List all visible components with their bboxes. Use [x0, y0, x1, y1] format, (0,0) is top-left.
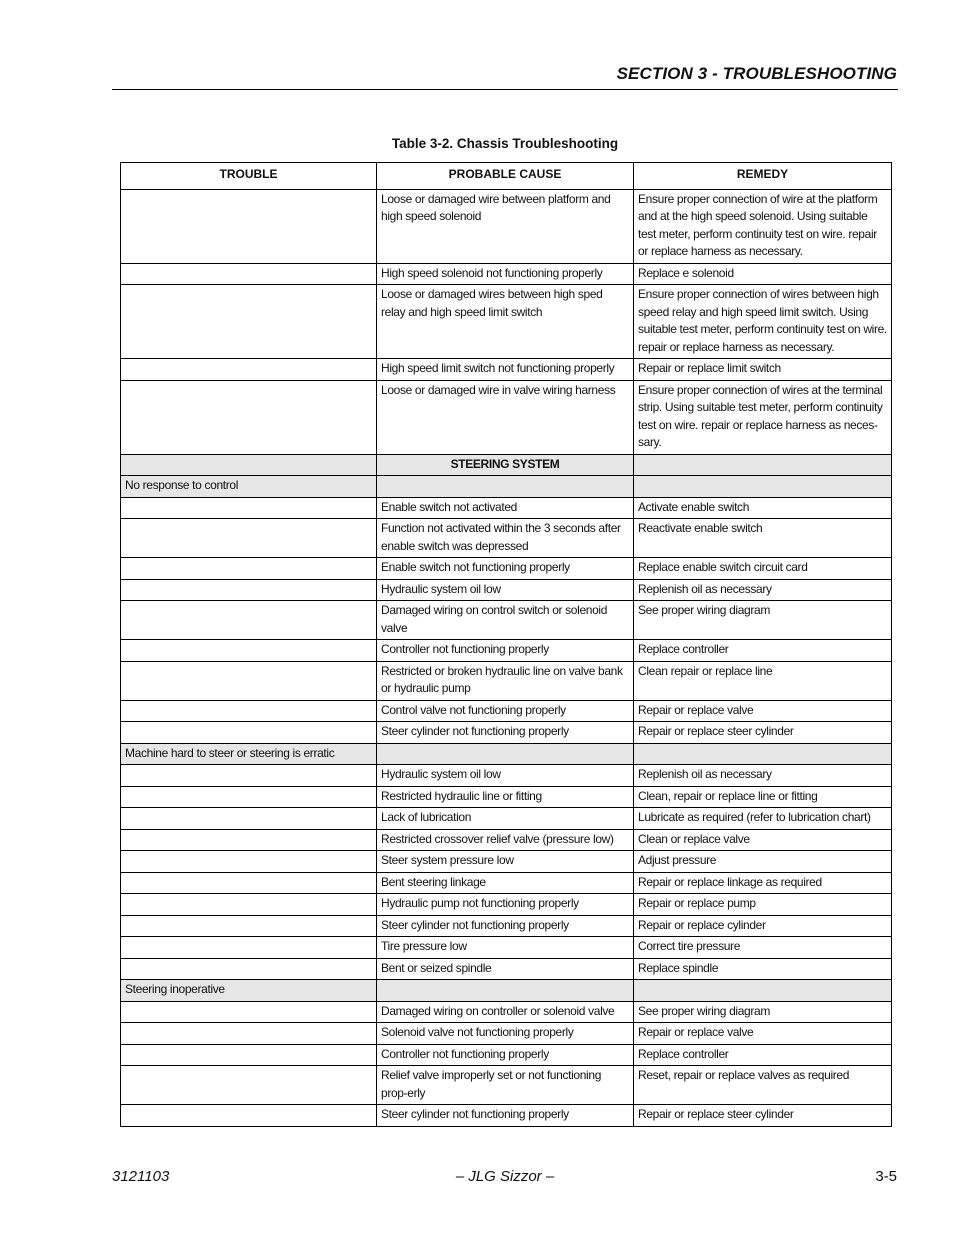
- cell-trouble: [121, 1044, 377, 1066]
- cell-trouble: [121, 808, 377, 830]
- cell-remedy: Repair or replace linkage as required: [634, 872, 892, 894]
- cell-cause: Enable switch not functioning properly: [377, 558, 634, 580]
- cell-remedy: [634, 743, 892, 765]
- cell-cause: Restricted hydraulic line or fitting: [377, 786, 634, 808]
- cell-cause: Loose or damaged wire between platform and high speed solenoid: [377, 189, 634, 263]
- cell-remedy: See proper wiring diagram: [634, 1001, 892, 1023]
- cell-remedy: Repair or replace steer cylinder: [634, 1105, 892, 1127]
- table-row: [121, 786, 892, 808]
- cell-trouble: Steering inoperative: [121, 980, 377, 1002]
- table-row: [121, 937, 892, 959]
- cell-cause: High speed limit switch not functioning properly: [377, 359, 634, 381]
- cell-remedy: [634, 476, 892, 498]
- cell-cause: Function not activated within the 3 seconds after enable switch was depressed: [377, 519, 634, 558]
- cell-cause: [377, 980, 634, 1002]
- table-row: [121, 1023, 892, 1045]
- cell-cause: STEERING SYSTEM: [377, 454, 634, 476]
- table-header-row: [121, 163, 892, 190]
- cell-remedy: Correct tire pressure: [634, 937, 892, 959]
- cell-trouble: [121, 765, 377, 787]
- cell-trouble: [121, 558, 377, 580]
- cell-remedy: Replenish oil as necessary: [634, 765, 892, 787]
- table-row: [121, 476, 892, 498]
- cell-cause: Bent or seized spindle: [377, 958, 634, 980]
- cell-cause: Controller not functioning properly: [377, 640, 634, 662]
- cell-remedy: Clean or replace valve: [634, 829, 892, 851]
- table-title: Table 3-2. Chassis Troubleshooting: [391, 136, 619, 151]
- cell-cause: Steer cylinder not functioning properly: [377, 915, 634, 937]
- cell-remedy: Activate enable switch: [634, 497, 892, 519]
- cell-trouble: [121, 380, 377, 454]
- cell-remedy: Repair or replace valve: [634, 1023, 892, 1045]
- cell-remedy: Ensure proper connection of wire at the platform and at the high speed solenoid. Using suitable test meter, perform continuity test on wire. repair or replace harness as necessary.: [634, 189, 892, 263]
- column-header-remedy: REMEDY: [634, 163, 892, 190]
- cell-cause: [377, 476, 634, 498]
- cell-trouble: [121, 894, 377, 916]
- table-row: [121, 829, 892, 851]
- cell-cause: Steer system pressure low: [377, 851, 634, 873]
- cell-cause: Damaged wiring on controller or solenoid valve: [377, 1001, 634, 1023]
- footer-title: – JLG Sizzor –: [455, 1168, 555, 1185]
- cell-trouble: [121, 958, 377, 980]
- cell-trouble: [121, 189, 377, 263]
- cell-trouble: [121, 519, 377, 558]
- cell-remedy: Replace enable switch circuit card: [634, 558, 892, 580]
- cell-remedy: Adjust pressure: [634, 851, 892, 873]
- column-header-probable-cause: PROBABLE CAUSE: [377, 163, 634, 190]
- cell-trouble: [121, 1023, 377, 1045]
- cell-remedy: Repair or replace limit switch: [634, 359, 892, 381]
- cell-remedy: Repair or replace pump: [634, 894, 892, 916]
- cell-cause: Restricted or broken hydraulic line on valve bank or hydraulic pump: [377, 661, 634, 700]
- cell-trouble: [121, 851, 377, 873]
- header-rule: [112, 89, 898, 90]
- table-row: [121, 894, 892, 916]
- cell-trouble: Machine hard to steer or steering is erratic: [121, 743, 377, 765]
- cell-cause: Restricted crossover relief valve (pressure low): [377, 829, 634, 851]
- table-row: [121, 579, 892, 601]
- table-row: [121, 285, 892, 359]
- cell-trouble: [121, 454, 377, 476]
- footer-doc-number: 3121103: [112, 1168, 170, 1185]
- cell-trouble: [121, 359, 377, 381]
- cell-trouble: [121, 872, 377, 894]
- table-row: [121, 851, 892, 873]
- cell-cause: Bent steering linkage: [377, 872, 634, 894]
- column-header-trouble: TROUBLE: [121, 163, 377, 190]
- cell-trouble: [121, 579, 377, 601]
- cell-remedy: Ensure proper connection of wires between high speed relay and high speed limit switch. Using suitable test meter, perform continuity test on wire. repair or replace harness as necessary.: [634, 285, 892, 359]
- table-row: [121, 519, 892, 558]
- cell-cause: Enable switch not activated: [377, 497, 634, 519]
- table-row: [121, 497, 892, 519]
- cell-remedy: Replace spindle: [634, 958, 892, 980]
- cell-cause: Controller not functioning properly: [377, 1044, 634, 1066]
- cell-cause: Hydraulic system oil low: [377, 765, 634, 787]
- table-row: [121, 601, 892, 640]
- cell-trouble: [121, 786, 377, 808]
- table-body: [121, 189, 892, 1126]
- cell-remedy: Reactivate enable switch: [634, 519, 892, 558]
- cell-cause: Damaged wiring on control switch or solenoid valve: [377, 601, 634, 640]
- table-row: [121, 1001, 892, 1023]
- cell-remedy: Replace e solenoid: [634, 263, 892, 285]
- cell-remedy: Repair or replace valve: [634, 700, 892, 722]
- cell-cause: Steer cylinder not functioning properly: [377, 1105, 634, 1127]
- cell-cause: Lack of lubrication: [377, 808, 634, 830]
- table-row: [121, 359, 892, 381]
- table-row: [121, 722, 892, 744]
- cell-remedy: Repair or replace steer cylinder: [634, 722, 892, 744]
- cell-cause: High speed solenoid not functioning properly: [377, 263, 634, 285]
- table-row: [121, 980, 892, 1002]
- table-row: [121, 872, 892, 894]
- cell-remedy: Clean, repair or replace line or fitting: [634, 786, 892, 808]
- table-row: [121, 1105, 892, 1127]
- table-row: [121, 1044, 892, 1066]
- cell-trouble: [121, 937, 377, 959]
- cell-remedy: [634, 980, 892, 1002]
- cell-remedy: Replace controller: [634, 640, 892, 662]
- table-row: [121, 661, 892, 700]
- cell-trouble: [121, 722, 377, 744]
- cell-cause: [377, 743, 634, 765]
- cell-cause: Loose or damaged wire in valve wiring harness: [377, 380, 634, 454]
- table-row: [121, 263, 892, 285]
- footer-page-number: 3-5: [875, 1168, 897, 1185]
- cell-remedy: Reset, repair or replace valves as required: [634, 1066, 892, 1105]
- cell-trouble: [121, 915, 377, 937]
- table-row: [121, 958, 892, 980]
- cell-cause: Hydraulic pump not functioning properly: [377, 894, 634, 916]
- table-row: [121, 765, 892, 787]
- cell-remedy: [634, 454, 892, 476]
- table-row: [121, 380, 892, 454]
- cell-remedy: Clean repair or replace line: [634, 661, 892, 700]
- cell-trouble: [121, 1105, 377, 1127]
- cell-trouble: [121, 601, 377, 640]
- cell-trouble: [121, 263, 377, 285]
- table-row: [121, 743, 892, 765]
- table-row: [121, 915, 892, 937]
- cell-remedy: Repair or replace cylinder: [634, 915, 892, 937]
- cell-trouble: [121, 285, 377, 359]
- cell-cause: Tire pressure low: [377, 937, 634, 959]
- troubleshooting-table: [120, 162, 892, 1127]
- cell-trouble: [121, 1001, 377, 1023]
- cell-cause: Solenoid valve not functioning properly: [377, 1023, 634, 1045]
- table-row: [121, 558, 892, 580]
- cell-remedy: See proper wiring diagram: [634, 601, 892, 640]
- cell-cause: Hydraulic system oil low: [377, 579, 634, 601]
- table-row: [121, 1066, 892, 1105]
- table-row: [121, 808, 892, 830]
- table-row: [121, 189, 892, 263]
- cell-trouble: [121, 1066, 377, 1105]
- cell-trouble: [121, 497, 377, 519]
- cell-remedy: Replenish oil as necessary: [634, 579, 892, 601]
- cell-trouble: [121, 829, 377, 851]
- cell-remedy: Lubricate as required (refer to lubrication chart): [634, 808, 892, 830]
- cell-trouble: No response to control: [121, 476, 377, 498]
- table-row: [121, 700, 892, 722]
- cell-remedy: Ensure proper connection of wires at the terminal strip. Using suitable test meter, perform continuity test on wire. repair or replace harness as neces-sary.: [634, 380, 892, 454]
- cell-remedy: Replace controller: [634, 1044, 892, 1066]
- table-row: [121, 454, 892, 476]
- section-header: SECTION 3 - TROUBLESHOOTING: [616, 64, 897, 83]
- cell-cause: Relief valve improperly set or not functioning prop-erly: [377, 1066, 634, 1105]
- cell-cause: Loose or damaged wires between high sped relay and high speed limit switch: [377, 285, 634, 359]
- cell-cause: Control valve not functioning properly: [377, 700, 634, 722]
- cell-trouble: [121, 700, 377, 722]
- cell-trouble: [121, 640, 377, 662]
- table-row: [121, 640, 892, 662]
- cell-trouble: [121, 661, 377, 700]
- cell-cause: Steer cylinder not functioning properly: [377, 722, 634, 744]
